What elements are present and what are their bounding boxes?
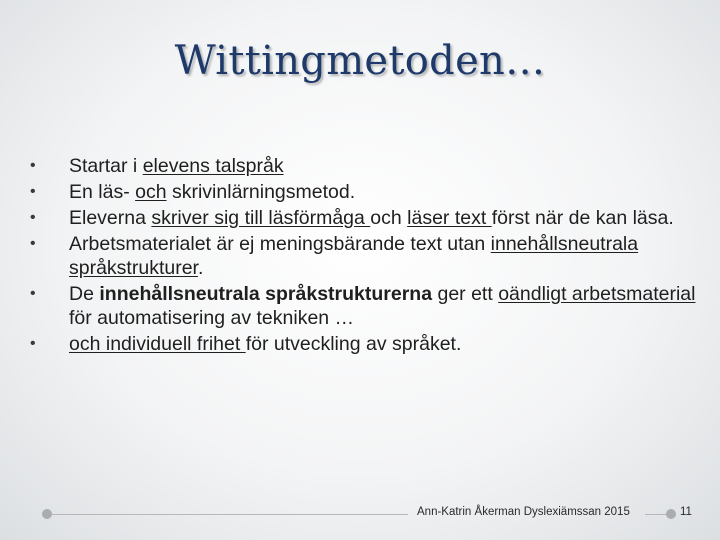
footer-page-dot-icon [666, 509, 676, 519]
bullet-item [30, 154, 700, 178]
slide-content [30, 154, 700, 358]
bullet-dot-icon: • [30, 335, 36, 352]
bullet-text-segment: skriver sig till läsförmåga [151, 207, 371, 229]
bullet-dot-icon: • [30, 209, 36, 226]
bullet-text-segment: för automatisering av tekniken … [69, 307, 355, 329]
bullet-item [30, 282, 700, 330]
bullet-text-segment: läser text [407, 207, 492, 229]
bullet-text-segment: Arbetsmaterialet är ej meningsbärande text utan [69, 233, 491, 255]
bullet-text-segment: och [370, 207, 408, 229]
footer-divider-left [52, 514, 408, 515]
bullet-item [30, 180, 700, 204]
bullet-text-segment: Eleverna [69, 207, 152, 229]
bullet-text-segment: och [135, 181, 167, 203]
bullet-item [30, 206, 700, 230]
bullet-dot-icon: • [30, 183, 36, 200]
bullet-dot-icon: • [30, 285, 36, 302]
footer-left-dot-icon [42, 509, 52, 519]
bullet-text-segment: skrivinlärningsmetod. [166, 181, 356, 203]
footer-divider-right [645, 514, 667, 515]
bullet-item [30, 332, 700, 356]
bullet-text-segment: En läs- [69, 181, 136, 203]
page-number: 11 [680, 506, 692, 518]
bullet-text-segment: De [69, 283, 100, 305]
bullet-list [30, 154, 700, 356]
bullet-text-segment: och individuell frihet [69, 333, 246, 355]
bullet-text-segment: Startar i [69, 155, 143, 177]
bullet-text-segment: . [197, 257, 204, 279]
bullet-text-segment: ger ett [432, 283, 499, 305]
bullet-dot-icon: • [30, 235, 36, 252]
footer-text: Ann-Katrin Åkerman Dyslexiämssan 2015 [417, 506, 630, 518]
bullet-dot-icon: • [30, 157, 36, 174]
bullet-text-segment: för utveckling av språket. [245, 333, 462, 355]
bullet-item [30, 232, 700, 280]
bullet-text-segment: innehållsneutrala språkstrukturerna [99, 283, 433, 305]
bullet-text-segment: först när de kan läsa. [491, 207, 674, 229]
slide-title: Wittingmetoden… [174, 38, 546, 84]
bullet-text-segment: elevens talspråk [142, 155, 284, 177]
bullet-text-segment: innehållsneutrala språkstrukturer [69, 233, 639, 279]
bullet-text-segment: oändligt arbetsmaterial [498, 283, 696, 305]
